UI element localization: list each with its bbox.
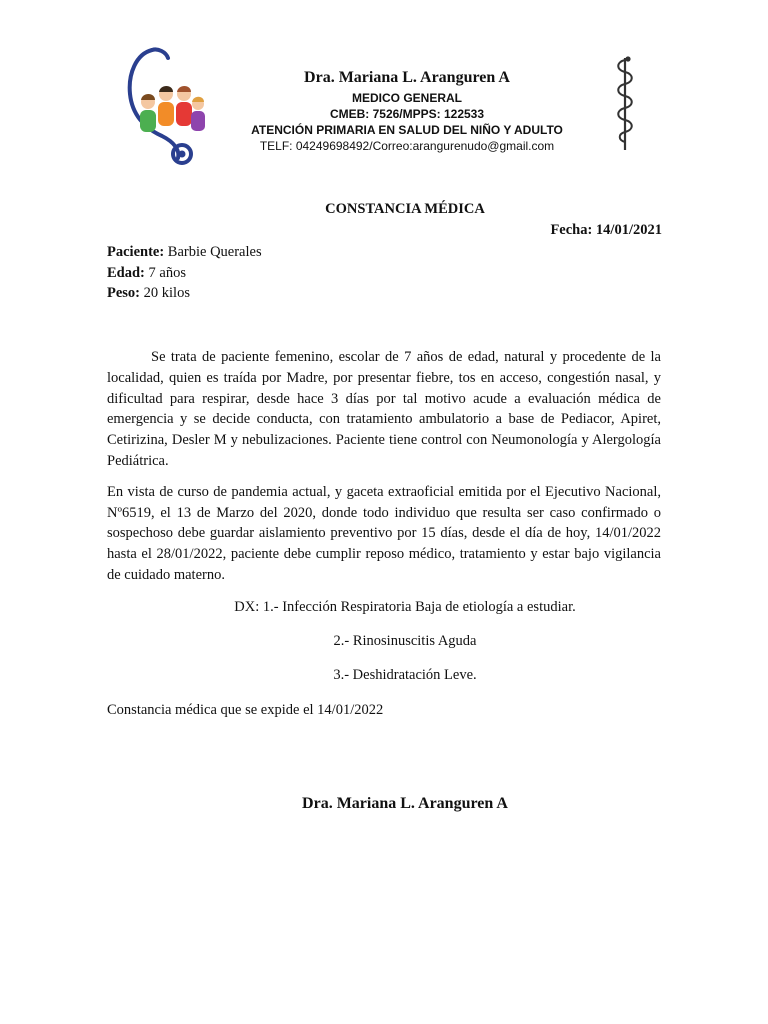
signature-name: Dra. Mariana L. Aranguren A	[302, 795, 508, 812]
rest-order-paragraph: En vista de curso de pandemia actual, y gaceta extraoficial emitida por el Ejecutivo Nacional, Nº6519, el 13 de Marzo del 2020, donde todo individuo que resulta ser caso confirmado o sospechoso debe guardar aislamiento preventivo por 15 días, desde el día de hoy, 14/01/2022 hasta el 28/01/2022, paciente debe cumplir reposo médico, tratamiento y estar bajo vigilancia de cuidado materno.	[107, 483, 661, 583]
stethoscope-earpiece	[152, 49, 168, 58]
diagnosis-2: 2.- Rinosinuscitis Aguda	[333, 633, 477, 649]
patient-name-row	[107, 242, 262, 263]
diagnosis-3: 3.- Deshidratación Leve.	[333, 667, 477, 683]
letterhead	[212, 66, 602, 154]
patient-weight: 20 kilos	[140, 285, 190, 301]
certificate-body	[107, 347, 661, 586]
patient-weight-row	[107, 283, 262, 304]
patient-name: Barbie Querales	[164, 244, 262, 260]
doctor-name: Dra. Mariana L. Aranguren A	[304, 69, 510, 86]
patient-info	[107, 242, 262, 304]
stethoscope-children-logo	[122, 44, 208, 170]
child-figure-4	[191, 97, 205, 131]
contact-info: TELF: 04249698492/Correo:arangurenudo@gmail.com	[259, 139, 555, 153]
caduceus-icon	[608, 52, 642, 152]
patient-weight-label: Peso:	[107, 285, 141, 301]
patient-age: 7 años	[144, 264, 186, 281]
document-date: Fecha: 14/01/2021	[550, 222, 662, 238]
child-figure-2	[158, 86, 174, 126]
child-figure-1	[140, 94, 156, 132]
patient-name-label: Paciente:	[107, 244, 165, 260]
patient-age-label: Edad:	[107, 264, 145, 281]
child-figure-3	[176, 86, 192, 126]
clinical-paragraph: Se trata de paciente femenino, escolar de 7 años de edad, natural y procedente de la localidad, quien es traída por Madre, por presentar fiebre, tos en acceso, congestión nasal, y dificultad para respirar, desde hace 3 días por tal motivo acude a evaluación médica de emergencia y se decide conducta, con tratamiento ambulatorio a base de Pediacor, Apiret, Cetirizina, Desler M y nebulizaciones. Paciente tiene control con Neumonología y Alergología Pediátrica.	[107, 349, 661, 469]
document-title: CONSTANCIA MÉDICA	[325, 201, 485, 217]
registration-numbers: CMEB: 7526/MPPS: 122533	[329, 107, 485, 121]
diagnosis-1: DX: 1.- Infección Respiratoria Baja de etiología a estudiar.	[234, 599, 576, 615]
practice-focus: ATENCIÓN PRIMARIA EN SALUD DEL NIÑO Y ADULTO	[251, 123, 563, 137]
patient-age-row	[107, 263, 262, 284]
specialty: MEDICO GENERAL	[351, 91, 462, 105]
issued-statement: Constancia médica que se expide el 14/01/2022	[107, 702, 384, 718]
